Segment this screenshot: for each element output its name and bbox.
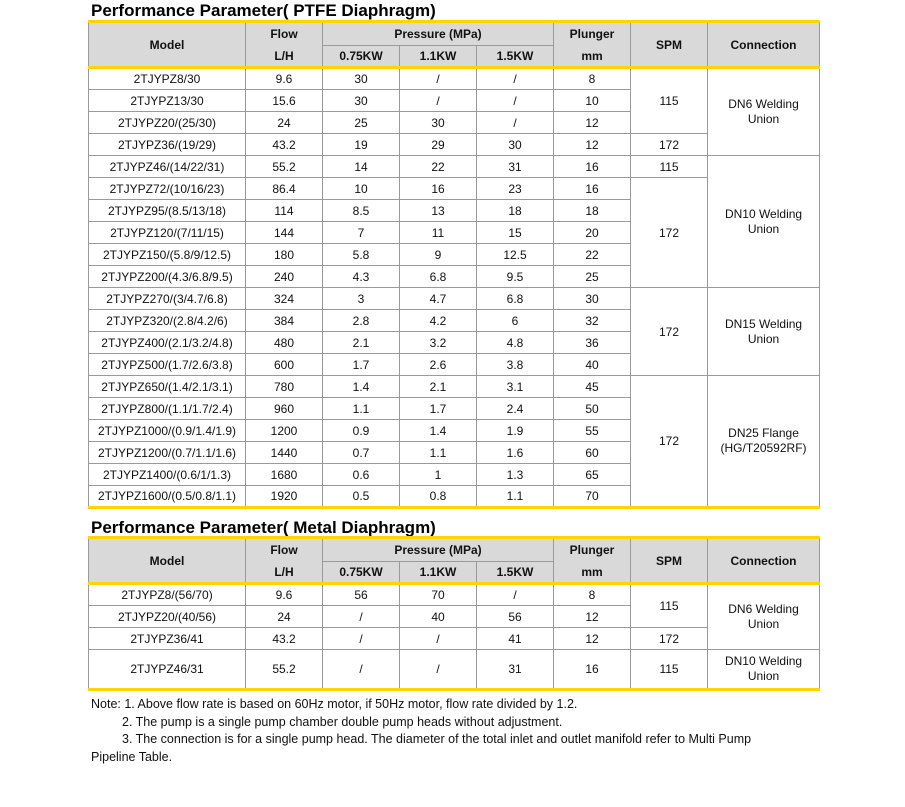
model-cell: 2TJYPZ1600/(0.5/0.8/1.1) — [89, 486, 246, 508]
spm-cell: 172 — [631, 376, 708, 508]
model-cell: 2TJYPZ1400/(0.6/1/1.3) — [89, 464, 246, 486]
pressure-075kw-cell: 14 — [323, 156, 400, 178]
plunger-cell: 8 — [554, 68, 631, 90]
pressure-15kw-cell: 15 — [477, 222, 554, 244]
pressure-11kw-cell: 22 — [400, 156, 477, 178]
pressure-075kw-cell: 2.1 — [323, 332, 400, 354]
pressure-11kw-cell: 1 — [400, 464, 477, 486]
pressure-11kw-cell: / — [400, 650, 477, 690]
flow-cell: 600 — [246, 354, 323, 376]
pressure-15kw-cell: 56 — [477, 606, 554, 628]
plunger-cell: 55 — [554, 420, 631, 442]
model-cell: 2TJYPZ270/(3/4.7/6.8) — [89, 288, 246, 310]
plunger-cell: 32 — [554, 310, 631, 332]
connection-cell: DN10 Welding Union — [708, 156, 820, 288]
model-cell: 2TJYPZ20/(25/30) — [89, 112, 246, 134]
flow-cell: 24 — [246, 112, 323, 134]
spm-cell: 115 — [631, 650, 708, 690]
model-cell: 2TJYPZ150/(5.8/9/12.5) — [89, 244, 246, 266]
metal-table-body — [89, 584, 820, 690]
flow-cell: 1440 — [246, 442, 323, 464]
flow-cell: 15.6 — [246, 90, 323, 112]
spm-cell: 172 — [631, 134, 708, 156]
metal-section-title: Performance Parameter( Metal Diaphragm) — [91, 518, 436, 537]
flow-cell: 43.2 — [246, 628, 323, 650]
table-row — [89, 584, 820, 606]
pressure-11kw-cell: 9 — [400, 244, 477, 266]
metal-table-header — [89, 538, 820, 584]
flow-header: Flow — [246, 538, 323, 562]
flow-unit-header: L/H — [246, 46, 323, 68]
note-1: Note: 1. Above flow rate is based on 60Hz motor, if 50Hz motor, flow rate divided by 1.2. — [91, 697, 578, 711]
pressure-075kw-cell: 7 — [323, 222, 400, 244]
model-cell: 2TJYPZ320/(2.8/4.2/6) — [89, 310, 246, 332]
ptfe-section-title: Performance Parameter( PTFE Diaphragm) — [91, 1, 436, 20]
pressure-11kw-cell: 13 — [400, 200, 477, 222]
connection-cell: DN6 Welding Union — [708, 68, 820, 156]
pressure-15kw-cell: 6.8 — [477, 288, 554, 310]
plunger-header: Plunger — [554, 538, 631, 562]
pressure-075kw-cell: 0.7 — [323, 442, 400, 464]
pressure-15kw-cell: 41 — [477, 628, 554, 650]
spm-cell: 115 — [631, 156, 708, 178]
flow-cell: 144 — [246, 222, 323, 244]
pressure-15kw-cell: 3.1 — [477, 376, 554, 398]
table-row — [89, 650, 820, 690]
flow-unit-header: L/H — [246, 562, 323, 584]
pressure-075kw-cell: / — [323, 606, 400, 628]
plunger-cell: 36 — [554, 332, 631, 354]
kw-075-header: 0.75KW — [323, 46, 400, 68]
pressure-11kw-cell: 29 — [400, 134, 477, 156]
flow-cell: 1680 — [246, 464, 323, 486]
ptfe-performance-table — [88, 20, 820, 509]
pressure-075kw-cell: 25 — [323, 112, 400, 134]
plunger-cell: 12 — [554, 134, 631, 156]
flow-cell: 9.6 — [246, 584, 323, 606]
table-row — [89, 156, 820, 178]
flow-cell: 1920 — [246, 486, 323, 508]
plunger-unit-header: mm — [554, 562, 631, 584]
spm-cell: 172 — [631, 628, 708, 650]
pressure-075kw-cell: 30 — [323, 68, 400, 90]
plunger-cell: 10 — [554, 90, 631, 112]
model-cell: 2TJYPZ36/41 — [89, 628, 246, 650]
pressure-075kw-cell: 19 — [323, 134, 400, 156]
connection-cell: DN15 Welding Union — [708, 288, 820, 376]
pressure-15kw-cell: 31 — [477, 650, 554, 690]
pressure-11kw-cell: 40 — [400, 606, 477, 628]
plunger-header: Plunger — [554, 22, 631, 46]
pressure-11kw-cell: 11 — [400, 222, 477, 244]
pressure-11kw-cell: 0.8 — [400, 486, 477, 508]
flow-cell: 114 — [246, 200, 323, 222]
flow-cell: 9.6 — [246, 68, 323, 90]
connection-header: Connection — [708, 22, 820, 68]
spm-cell: 172 — [631, 178, 708, 288]
plunger-cell: 16 — [554, 650, 631, 690]
model-cell: 2TJYPZ650/(1.4/2.1/3.1) — [89, 376, 246, 398]
pressure-15kw-cell: 3.8 — [477, 354, 554, 376]
kw-11-header: 1.1KW — [400, 562, 477, 584]
kw-11-header: 1.1KW — [400, 46, 477, 68]
pressure-15kw-cell: / — [477, 68, 554, 90]
model-header: Model — [89, 538, 246, 584]
ptfe-table-header — [89, 22, 820, 68]
pressure-15kw-cell: 12.5 — [477, 244, 554, 266]
spm-header: SPM — [631, 22, 708, 68]
flow-cell: 240 — [246, 266, 323, 288]
spm-cell: 172 — [631, 288, 708, 376]
flow-cell: 324 — [246, 288, 323, 310]
pressure-075kw-cell: 1.1 — [323, 398, 400, 420]
plunger-cell: 12 — [554, 606, 631, 628]
connection-cell: DN25 Flange (HG/T20592RF) — [708, 376, 820, 508]
plunger-cell: 12 — [554, 628, 631, 650]
flow-cell: 480 — [246, 332, 323, 354]
plunger-cell: 18 — [554, 200, 631, 222]
model-cell: 2TJYPZ20/(40/56) — [89, 606, 246, 628]
model-cell: 2TJYPZ13/30 — [89, 90, 246, 112]
pressure-11kw-cell: 70 — [400, 584, 477, 606]
pressure-11kw-cell: 2.1 — [400, 376, 477, 398]
flow-cell: 55.2 — [246, 650, 323, 690]
model-cell: 2TJYPZ200/(4.3/6.8/9.5) — [89, 266, 246, 288]
flow-cell: 960 — [246, 398, 323, 420]
pressure-15kw-cell: 2.4 — [477, 398, 554, 420]
pressure-11kw-cell: 2.6 — [400, 354, 477, 376]
flow-cell: 55.2 — [246, 156, 323, 178]
pressure-15kw-cell: 18 — [477, 200, 554, 222]
plunger-cell: 50 — [554, 398, 631, 420]
pressure-075kw-cell: 5.8 — [323, 244, 400, 266]
plunger-cell: 60 — [554, 442, 631, 464]
flow-cell: 780 — [246, 376, 323, 398]
pressure-075kw-cell: 56 — [323, 584, 400, 606]
connection-cell: DN6 Welding Union — [708, 584, 820, 650]
pressure-15kw-cell: 1.1 — [477, 486, 554, 508]
pressure-11kw-cell: / — [400, 90, 477, 112]
pressure-15kw-cell: 23 — [477, 178, 554, 200]
plunger-cell: 65 — [554, 464, 631, 486]
model-cell: 2TJYPZ95/(8.5/13/18) — [89, 200, 246, 222]
pressure-075kw-cell: 0.9 — [323, 420, 400, 442]
flow-cell: 180 — [246, 244, 323, 266]
model-cell: 2TJYPZ46/31 — [89, 650, 246, 690]
model-cell: 2TJYPZ8/30 — [89, 68, 246, 90]
pressure-075kw-cell: 4.3 — [323, 266, 400, 288]
pressure-15kw-cell: 6 — [477, 310, 554, 332]
plunger-unit-header: mm — [554, 46, 631, 68]
flow-cell: 1200 — [246, 420, 323, 442]
notes-block — [91, 696, 811, 766]
pressure-header: Pressure (MPa) — [323, 22, 554, 46]
pressure-15kw-cell: 30 — [477, 134, 554, 156]
kw-15-header: 1.5KW — [477, 46, 554, 68]
plunger-cell: 40 — [554, 354, 631, 376]
plunger-cell: 16 — [554, 178, 631, 200]
kw-15-header: 1.5KW — [477, 562, 554, 584]
pressure-075kw-cell: 8.5 — [323, 200, 400, 222]
pressure-11kw-cell: 4.7 — [400, 288, 477, 310]
table-row — [89, 288, 820, 310]
pressure-075kw-cell: 1.7 — [323, 354, 400, 376]
model-cell: 2TJYPZ1000/(0.9/1.4/1.9) — [89, 420, 246, 442]
plunger-cell: 45 — [554, 376, 631, 398]
plunger-cell: 25 — [554, 266, 631, 288]
pressure-15kw-cell: / — [477, 112, 554, 134]
model-cell: 2TJYPZ120/(7/11/15) — [89, 222, 246, 244]
pressure-11kw-cell: 1.7 — [400, 398, 477, 420]
pressure-header: Pressure (MPa) — [323, 538, 554, 562]
pressure-075kw-cell: 30 — [323, 90, 400, 112]
spm-cell: 115 — [631, 584, 708, 628]
plunger-cell: 22 — [554, 244, 631, 266]
flow-header: Flow — [246, 22, 323, 46]
pressure-11kw-cell: 3.2 — [400, 332, 477, 354]
pressure-15kw-cell: / — [477, 90, 554, 112]
pressure-11kw-cell: 30 — [400, 112, 477, 134]
metal-performance-table — [88, 536, 820, 691]
plunger-cell: 70 — [554, 486, 631, 508]
pressure-075kw-cell: 2.8 — [323, 310, 400, 332]
pressure-11kw-cell: 1.4 — [400, 420, 477, 442]
pressure-15kw-cell: 1.3 — [477, 464, 554, 486]
pressure-15kw-cell: 9.5 — [477, 266, 554, 288]
connection-header: Connection — [708, 538, 820, 584]
flow-cell: 43.2 — [246, 134, 323, 156]
plunger-cell: 20 — [554, 222, 631, 244]
pressure-11kw-cell: 6.8 — [400, 266, 477, 288]
model-cell: 2TJYPZ500/(1.7/2.6/3.8) — [89, 354, 246, 376]
pressure-11kw-cell: 4.2 — [400, 310, 477, 332]
plunger-cell: 8 — [554, 584, 631, 606]
model-cell: 2TJYPZ36/(19/29) — [89, 134, 246, 156]
note-2: 2. The pump is a single pump chamber double pump heads without adjustment. — [122, 714, 563, 729]
pressure-15kw-cell: / — [477, 584, 554, 606]
model-cell: 2TJYPZ800/(1.1/1.7/2.4) — [89, 398, 246, 420]
flow-cell: 24 — [246, 606, 323, 628]
pressure-11kw-cell: 16 — [400, 178, 477, 200]
plunger-cell: 16 — [554, 156, 631, 178]
pressure-11kw-cell: / — [400, 628, 477, 650]
pressure-11kw-cell: / — [400, 68, 477, 90]
connection-cell: DN10 Welding Union — [708, 650, 820, 690]
model-cell: 2TJYPZ8/(56/70) — [89, 584, 246, 606]
pressure-075kw-cell: / — [323, 650, 400, 690]
pressure-075kw-cell: / — [323, 628, 400, 650]
flow-cell: 384 — [246, 310, 323, 332]
model-cell: 2TJYPZ46/(14/22/31) — [89, 156, 246, 178]
spm-cell: 115 — [631, 68, 708, 134]
plunger-cell: 30 — [554, 288, 631, 310]
model-header: Model — [89, 22, 246, 68]
plunger-cell: 12 — [554, 112, 631, 134]
ptfe-table-body — [89, 68, 820, 508]
pressure-075kw-cell: 3 — [323, 288, 400, 310]
table-row — [89, 376, 820, 398]
kw-075-header: 0.75KW — [323, 562, 400, 584]
pressure-075kw-cell: 10 — [323, 178, 400, 200]
pressure-15kw-cell: 1.9 — [477, 420, 554, 442]
pressure-075kw-cell: 0.6 — [323, 464, 400, 486]
pressure-11kw-cell: 1.1 — [400, 442, 477, 464]
note-3: 3. The connection is for a single pump head. The diameter of the total inlet and outlet manifold refer to Multi Pump — [122, 732, 752, 746]
model-cell: 2TJYPZ400/(2.1/3.2/4.8) — [89, 332, 246, 354]
pressure-075kw-cell: 1.4 — [323, 376, 400, 398]
pressure-15kw-cell: 1.6 — [477, 442, 554, 464]
model-cell: 2TJYPZ1200/(0.7/1.1/1.6) — [89, 442, 246, 464]
flow-cell: 86.4 — [246, 178, 323, 200]
pressure-15kw-cell: 31 — [477, 156, 554, 178]
pressure-15kw-cell: 4.8 — [477, 332, 554, 354]
pressure-075kw-cell: 0.5 — [323, 486, 400, 508]
model-cell: 2TJYPZ72/(10/16/23) — [89, 178, 246, 200]
table-row — [89, 68, 820, 90]
spm-header: SPM — [631, 538, 708, 584]
note-3-continued: Pipeline Table. — [91, 749, 173, 764]
